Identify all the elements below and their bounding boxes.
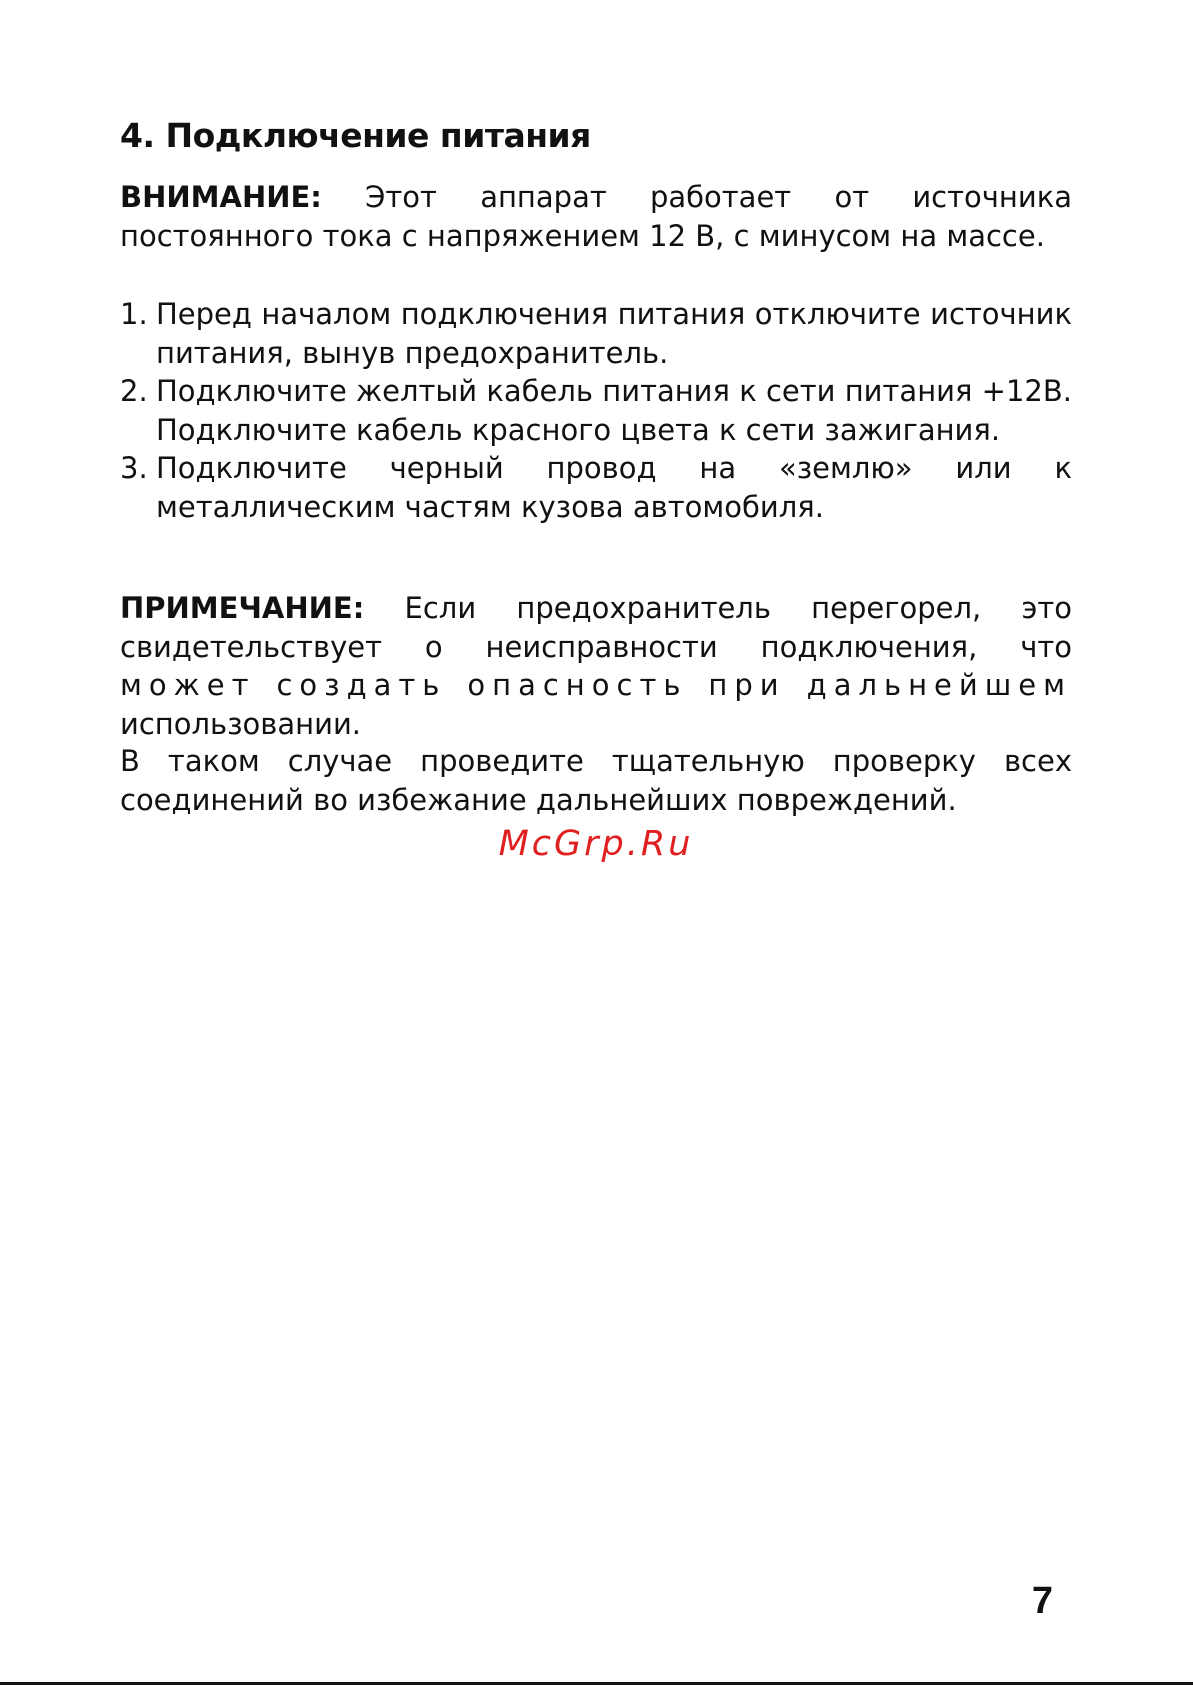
step-number: 3. [120,451,148,485]
warning-paragraph [120,178,1072,255]
note-paragraph [120,589,1072,743]
step-text: Подключите желтый кабель питания к сети питания +12В. Подключите кабель красного цвета к сети зажигания. [156,374,1072,447]
step-text: Перед началом подключения питания отключите источник питания, вынув предохранитель. [156,297,1072,370]
step-number: 2. [120,374,148,408]
warning-text: Этот аппарат работает от источника постоянного тока с напряжением 12 В, с минусом на массе. [120,180,1072,253]
note-label: ПРИМЕЧАНИЕ: [120,591,365,625]
note-text-end: использовании. [120,706,362,741]
page-number: 7 [1031,1580,1053,1622]
warning-label: ВНИМАНИЕ: [120,180,322,214]
step-number: 1. [120,297,148,331]
note-text-spaced: может создать опасность при дальнейшем [120,668,1072,702]
steps-list [120,295,1072,526]
followup-paragraph: В таком случае проведите тщательную проверку всех соединений во избежание дальнейших повреждений. [120,744,1072,817]
note-text: Если предохранитель перегорел, это свидетельствует о неисправности подключения, что [120,591,1072,664]
list-item [120,295,1072,372]
section-title: 4. Подключение питания [120,116,591,155]
step-text: Подключите черный провод на «землю» или к металлическим частям кузова автомобиля. [156,451,1072,524]
list-item [120,372,1072,449]
list-item [120,449,1072,526]
watermark-link[interactable]: McGrp.Ru [498,824,694,864]
